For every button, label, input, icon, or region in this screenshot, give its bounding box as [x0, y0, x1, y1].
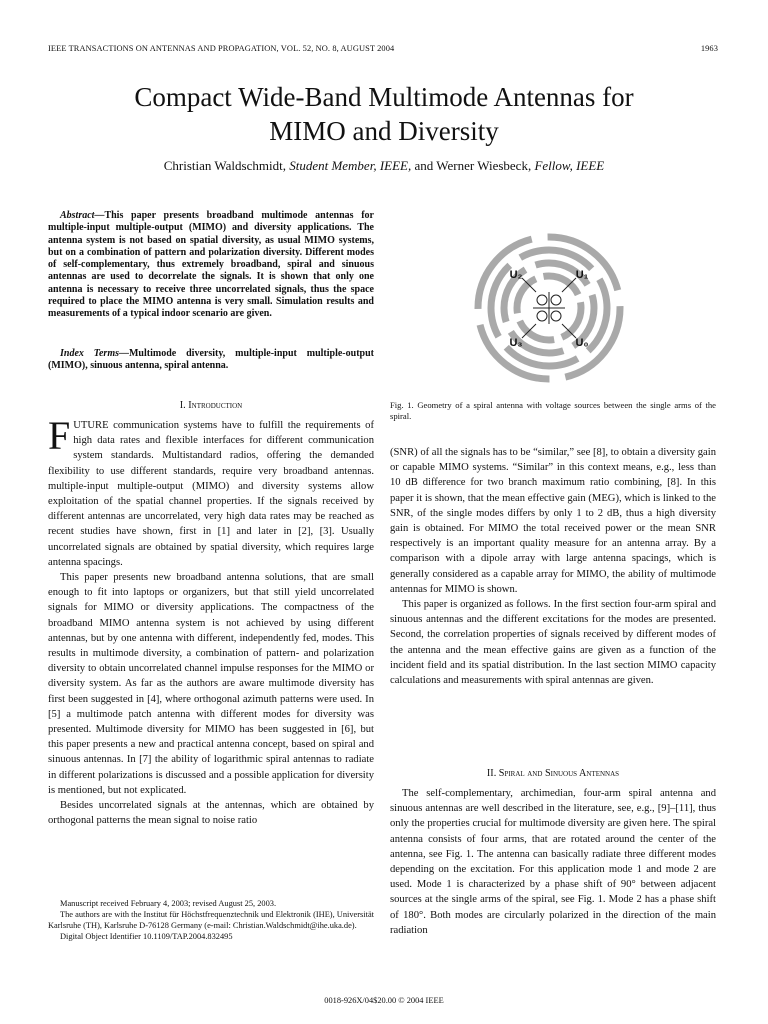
label-u3: U₃ [509, 337, 523, 349]
figure-1-caption: Fig. 1. Geometry of a spiral antenna with voltage sources between the single arms of the spiral. [390, 400, 716, 421]
section-2-body [390, 786, 716, 938]
section-2-number: II. [486, 768, 497, 779]
label-u1: U₁ [575, 269, 589, 281]
author-line [40, 158, 728, 174]
footnote-received: Manuscript received February 4, 2003; revised August 25, 2003. [60, 899, 277, 908]
label-u0: U₀ [575, 337, 589, 349]
footnote-doi: Digital Object Identifier 10.1109/TAP.2004.832495 [60, 932, 233, 941]
running-header: IEEE TRANSACTIONS ON ANTENNAS AND PROPAGATION, VOL. 52, NO. 8, AUGUST 2004 [48, 44, 395, 53]
voltage-source-1 [537, 295, 547, 305]
copyright-footer: 0018-926X/04$20.00 © 2004 IEEE [324, 996, 444, 1005]
right-column-body [390, 445, 716, 688]
intro-paragraph-3: Besides uncorrelated signals at the antennas, which are obtained by orthogonal patterns the mean signal to noise ratio [48, 800, 374, 827]
intro-paragraph-1-text: UTURE communication systems have to fulfill the requirements of high data rates and flexible interfaces for different communication system standards. Multistandard radios, offering the demanded flexibility to use different standards, require very broadband antennas. multiple-input multiple-output (MIMO) and diversity systems allow exploitation of the spatial channel properties. If the signals received by different antennas are uncorrelated, very high data rates may be reached as recent studies have shown, first in [1] and later in [2], [3]. Usually uncorrelated signals are obtained by spatial diversity, which requires large antenna spacings. [48, 420, 374, 568]
index-terms-text: Multimode diversity, multiple-input multiple-output (MIMO), sinuous antenna, spiral antenna. [48, 348, 374, 372]
spiral-antenna-diagram [460, 228, 638, 388]
section-2-heading [390, 768, 716, 779]
footnote-affiliation: The authors are with the Institut für Höchstfrequenztechnik und Elektronik (IHE), Universität Karlsruhe (TH), Karlsruhe D-76128 Germany (e-mail: Christian.Waldschmidt@ihe.uka.de). [48, 910, 374, 930]
right-paragraph-2: This paper is organized as follows. In the first section four-arm spiral and sinuous antennas and the different excitations for the modes are presented. Second, the correlation properties of signals received by different modes of the antenna and the mean effective gains are given as a function of the incident field and its spatial distribution. In the last section MIMO capacity calculations and measurements with spiral antennas are given. [390, 599, 716, 687]
paper-title [40, 80, 728, 148]
section-1-body [48, 413, 374, 828]
page-number: 1963 [700, 44, 718, 53]
title-line-1: Compact Wide-Band Multimode Antennas for [134, 82, 634, 112]
abstract-label: Abstract— [60, 210, 105, 221]
footnote [48, 898, 374, 942]
index-terms-label: Index Terms— [60, 348, 129, 359]
voltage-source-3 [537, 311, 547, 321]
figure-1-spiral-antenna [460, 228, 638, 388]
title-line-2: MIMO and Diversity [269, 116, 499, 146]
voltage-source-2 [551, 295, 561, 305]
author-1-role: Student Member, IEEE, [289, 158, 412, 173]
drop-cap: F [48, 413, 71, 458]
intro-paragraph-2: This paper presents new broadband antenna solutions, that are small enough to fit into laptops or organizers, but that still yield uncorrelated signals for MIMO or diversity applications. The compactness of the broadband MIMO antenna system is not achieved by using different antennas, but by one antenna with different, independently fed, modes. This results in multimode diversity, a combination of pattern- and polarization diversity to obtain uncorrelated channel impulse responses for the MIMO or diversity system. As far as the authors are aware multimode diversity has first been suggested in [4], where orthogonal azimuth patterns were used. In [5] a multimode patch antenna with different modes for diversity was presented. Multimode diversity for MIMO has been suggested in [6], but this paper presents a new and practical antenna concept, based on spiral and sinuous antennas. In [7] the ability of logarithmic spiral antennas to radiate in different polarizations is discussed and a possible application for diversity is mentioned, but not explicated. [48, 572, 374, 796]
index-terms [48, 348, 374, 373]
section-1-title: Introduction [188, 400, 243, 411]
abstract [48, 210, 374, 321]
label-u2: U₂ [509, 269, 523, 281]
right-paragraph-1: (SNR) of all the signals has to be “similar,” see [8], to obtain a diversity gain or capable MIMO systems. “Similar” in this context means, e.g., less than 10 dB difference for two branch maximum ratio combining, [8]. In this paper it is shown, that the mean effective gain (MEG), which is linked to the SNR, of the single modes differs by only 1 to 2 dB, thus a high diversity gain is obtained. For MIMO the total received power or the mean SNR respectively is an important quality measure for an antenna array. By a comparison with a dipole array with large antenna spacings, which is generally considered as a capable array for MIMO, the ability of multimode antennas for MIMO is shown. [390, 447, 716, 595]
voltage-source-4 [551, 311, 561, 321]
abstract-text: This paper presents broadband multimode antennas for multiple-input multiple-output (MIMO) and diversity applications. The antenna system is not based on spatial diversity, as usual MIMO systems, but on a combination of pattern and polarization diversity. Different modes of self-complementary, thus extremely broadband, spiral and sinuous antennas are used to decorrelate the signals. It is shown that only one antenna is necessary to receive three uncorrelated signals, thus the space required to place the MIMO antenna is very small. Simulation results and measurements of a typical indoor scenario are given. [48, 210, 374, 320]
section-1-number: I. [179, 400, 186, 411]
author-2-role: Fellow, IEEE [534, 158, 605, 173]
author-conjunction: and Werner Wiesbeck, [414, 158, 532, 173]
author-1: Christian Waldschmidt, [163, 158, 286, 173]
section-2-paragraph-1: The self-complementary, archimedian, four-arm spiral antenna and sinuous antennas are well described in the literature, see, e.g., [9]–[11], thus only the properties crucial for multimode diversity are given here. The spiral antenna consists of four arms, that are rotated around the center of the antenna, see Fig. 1. The antenna can basically radiate three different modes depending on the excitation. For this application mode 1 and mode 2 are used. Mode 1 is characterized by a phase shift of 90° between adjacent sources at the single arms of the spiral, see Fig. 1. Mode 2 has a phase shift of 180°. Both modes are circularly polarized in the direction of the main radiation [390, 788, 716, 936]
section-2-title: Spiral and Sinuous Antennas [498, 768, 620, 779]
intro-paragraph-1 [48, 413, 374, 570]
section-1-heading [48, 400, 374, 411]
